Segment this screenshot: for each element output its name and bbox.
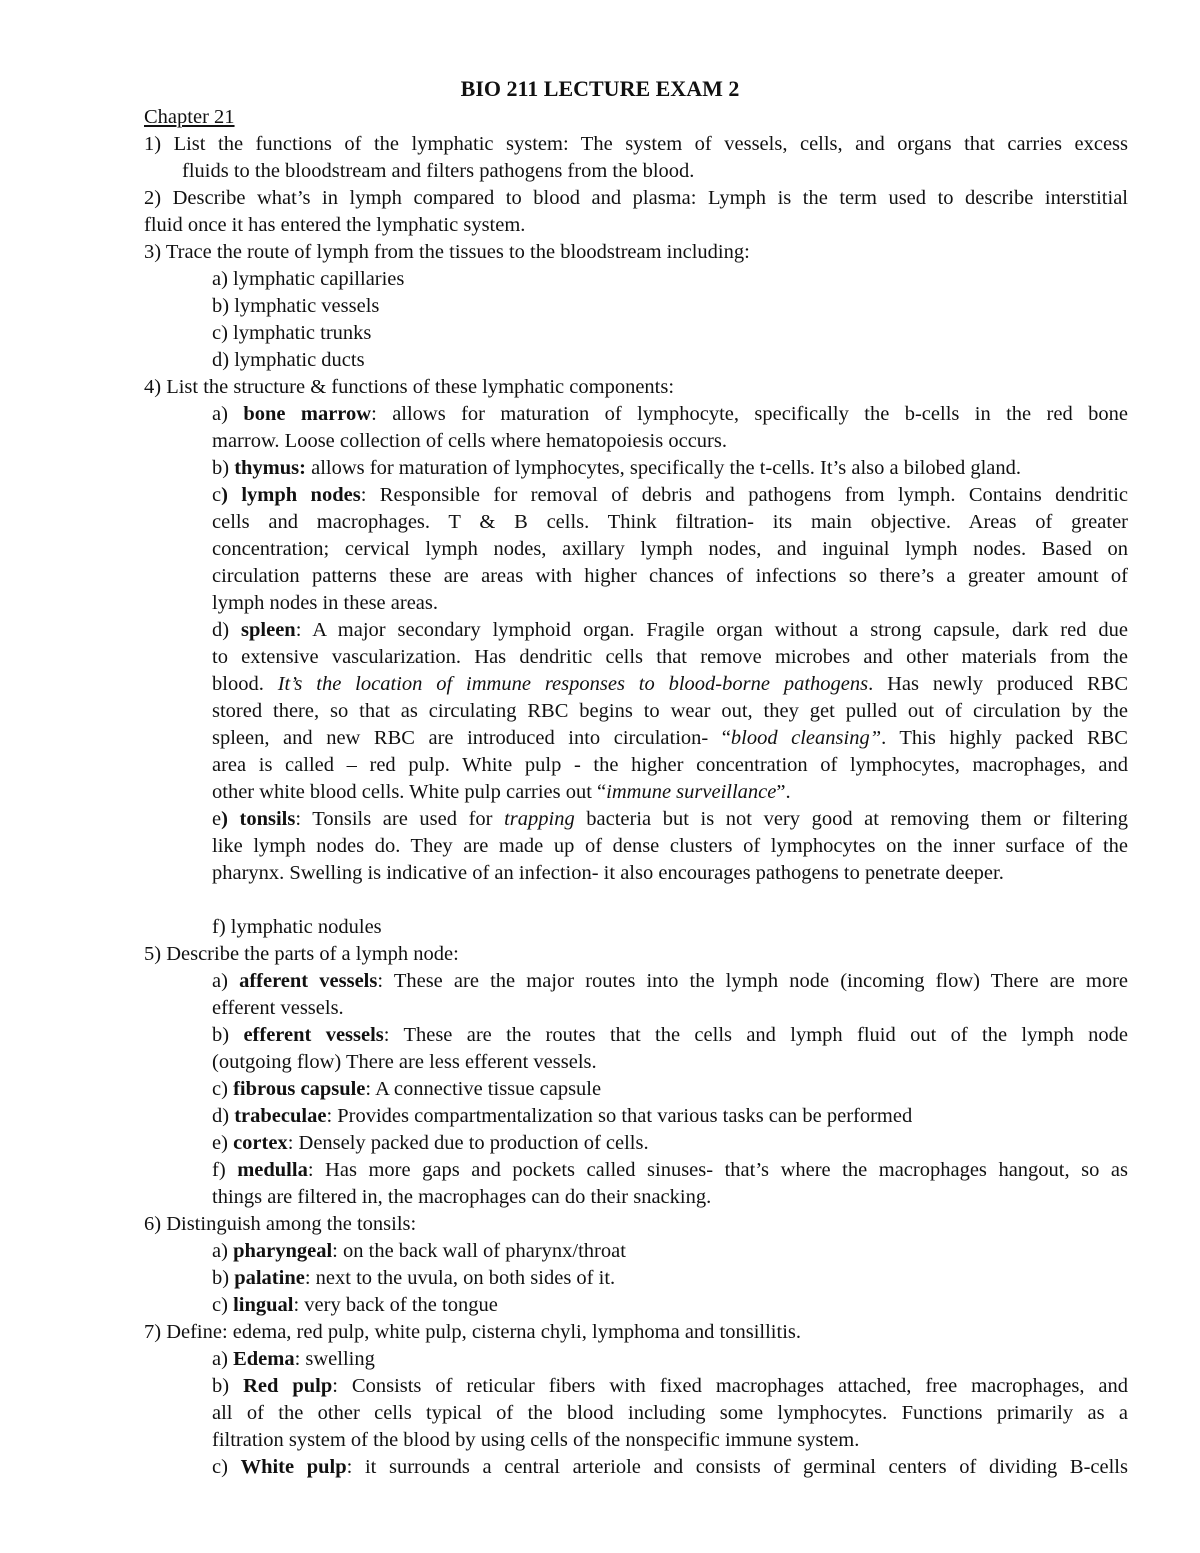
text-run: a)	[212, 403, 244, 425]
text-line	[212, 1238, 626, 1265]
text-run: 5) Describe the parts of a lymph node:	[144, 943, 459, 965]
text-run: b)	[212, 1267, 235, 1289]
bold-term: cortex	[233, 1132, 288, 1154]
text-run: : Provides compartmentalization so that various tasks can be performed	[326, 1105, 913, 1127]
text-run: : Densely packed due to production of cells.	[287, 1132, 649, 1154]
text-run: d)	[212, 1105, 235, 1127]
text-line	[212, 1373, 1128, 1400]
text-line	[212, 995, 344, 1022]
text-line	[144, 131, 1128, 158]
text-line	[212, 617, 1128, 644]
text-run: : swelling	[294, 1348, 375, 1370]
text-run: cells and macrophages. T & B cells. Think filtration- its main objective. Areas of greater	[212, 511, 1128, 533]
text-run: like lymph nodes do. They are made up of dense clusters of lymphocytes on the inner surface of the	[212, 835, 1128, 857]
text-run: : next to the uvula, on both sides of it.	[304, 1267, 616, 1289]
text-line	[144, 185, 1128, 212]
italic-text: trapping	[504, 808, 575, 830]
text-run: 4) List the structure & functions of these lymphatic components:	[144, 376, 675, 398]
text-line	[144, 941, 459, 968]
text-run: f) lymphatic nodules	[212, 916, 382, 938]
text-run: b)	[212, 1375, 244, 1397]
text-run: a)	[212, 970, 240, 992]
text-line	[212, 833, 1128, 860]
text-run: bacteria but is not very good at removing them or filtering	[574, 808, 1128, 830]
text-line	[212, 1076, 601, 1103]
text-run: a) lymphatic capillaries	[212, 268, 405, 290]
text-run: lymph nodes in these areas.	[212, 592, 439, 614]
text-line	[212, 968, 1128, 995]
text-run: allows for maturation of lymphocytes, specifically the t-cells. It’s also a bilobed gland.	[305, 457, 1022, 479]
text-run: . Has newly produced RBC	[868, 673, 1128, 695]
bold-term: Red pulp	[243, 1375, 333, 1397]
text-run: b)	[212, 1024, 244, 1046]
bold-term: ) lymph nodes	[221, 484, 361, 506]
text-run: 2) Describe what’s in lymph compared to blood and plasma: Lymph is the term used to describe interstitial	[144, 187, 1128, 209]
text-line	[212, 536, 1128, 563]
text-line	[212, 590, 438, 617]
italic-text: It’s the location of immune responses to blood-borne pathogens	[277, 673, 869, 695]
text-line	[212, 320, 371, 347]
italic-text: blood cleansing”	[730, 727, 882, 749]
text-run: blood.	[212, 673, 278, 695]
text-line	[144, 1319, 801, 1346]
bold-term: ) tonsils	[221, 808, 296, 830]
text-line	[212, 1265, 615, 1292]
bold-term: fibrous capsule	[233, 1078, 366, 1100]
bold-term: medulla	[237, 1159, 308, 1181]
bold-term: bone marrow	[243, 403, 372, 425]
text-line	[212, 1049, 597, 1076]
chapter-heading: Chapter 21	[144, 106, 235, 128]
text-line	[144, 374, 674, 401]
bold-term: thymus:	[234, 457, 306, 479]
text-run: c)	[212, 1456, 241, 1478]
text-line	[212, 1346, 375, 1373]
text-line	[212, 1103, 912, 1130]
text-line	[212, 293, 379, 320]
text-line	[212, 401, 1128, 428]
text-run: to extensive vascularization. Has dendritic cells that remove microbes and other materials from the	[212, 646, 1128, 668]
text-run: f)	[212, 1159, 238, 1181]
text-run: concentration; cervical lymph nodes, axillary lymph nodes, and inguinal lymph nodes. Based on	[212, 538, 1128, 560]
bold-term: trabeculae	[234, 1105, 327, 1127]
text-line	[212, 725, 1128, 752]
text-run: : A major secondary lymphoid organ. Fragile organ without a strong capsule, dark red due	[295, 619, 1128, 641]
text-run: : very back of the tongue	[293, 1294, 498, 1316]
text-run: : allows for maturation of lymphocyte, specifically the b-cells in the red bone	[371, 403, 1128, 425]
bold-term: spleen	[241, 619, 296, 641]
text-run: e)	[212, 1132, 234, 1154]
text-line	[212, 428, 727, 455]
text-line	[212, 671, 1128, 698]
text-run: : it surrounds a central arteriole and consists of germinal centers of dividing B-cells	[346, 1456, 1128, 1478]
bold-term: palatine	[234, 1267, 305, 1289]
page-title: BIO 211 LECTURE EXAM 2	[460, 76, 740, 101]
text-run: b)	[212, 457, 235, 479]
text-line	[212, 563, 1128, 590]
text-line	[212, 779, 791, 806]
text-run: 6) Distinguish among the tonsils:	[144, 1213, 417, 1235]
text-line	[144, 239, 750, 266]
text-run: c)	[212, 1078, 234, 1100]
text-run: stored there, so that as circulating RBC begins to wear out, they get pulled out of circulation by the	[212, 700, 1128, 722]
text-run: b) lymphatic vessels	[212, 295, 380, 317]
text-line	[212, 860, 1004, 887]
text-run: filtration system of the blood by using cells of the nonspecific immune system.	[212, 1429, 860, 1451]
text-run: things are filtered in, the macrophages can do their snacking.	[212, 1186, 712, 1208]
text-run: : Tonsils are used for	[295, 808, 505, 830]
text-line	[212, 266, 404, 293]
text-line	[212, 455, 1021, 482]
bold-term: pharyngeal	[233, 1240, 333, 1262]
text-run: : A connective tissue capsule	[365, 1078, 602, 1100]
text-run: (outgoing flow) There are less efferent vessels.	[212, 1051, 597, 1073]
text-run: . This highly packed RBC	[881, 727, 1128, 749]
text-run: e	[212, 808, 222, 830]
text-line	[212, 914, 382, 941]
text-line	[212, 1184, 711, 1211]
text-run: ”.	[776, 781, 791, 803]
text-run: : Responsible for removal of debris and pathogens from lymph. Contains dendritic	[360, 484, 1129, 506]
text-line	[144, 1211, 416, 1238]
text-run: area is called – red pulp. White pulp - the higher concentration of lymphocytes, macrophages, and	[212, 754, 1128, 776]
text-run: spleen, and new RBC are introduced into circulation- “	[212, 727, 731, 749]
text-line	[212, 1400, 1128, 1427]
text-run: circulation patterns these are areas with higher chances of infections so there’s a greater amount of	[212, 565, 1128, 587]
text-line	[212, 347, 365, 374]
text-line	[212, 1157, 1128, 1184]
text-run: all of the other cells typical of the blood including some lymphocytes. Functions primarily as a	[212, 1402, 1128, 1424]
bold-term: Edema	[233, 1348, 295, 1370]
text-run: a)	[212, 1240, 234, 1262]
text-line	[182, 158, 694, 185]
text-run: c)	[212, 1294, 234, 1316]
text-line	[212, 644, 1128, 671]
text-line	[212, 806, 1128, 833]
text-run: a)	[212, 1348, 234, 1370]
text-run: c	[212, 484, 222, 506]
bold-term: lingual	[233, 1294, 294, 1316]
text-run: efferent vessels.	[212, 997, 344, 1019]
text-line	[212, 1292, 498, 1319]
text-run: : on the back wall of pharynx/throat	[332, 1240, 626, 1262]
text-run: 1) List the functions of the lymphatic system: The system of vessels, cells, and organs that carries excess	[144, 133, 1128, 155]
text-run: : Has more gaps and pockets called sinuses- that’s where the macrophages hangout, so as	[307, 1159, 1128, 1181]
text-run: c) lymphatic trunks	[212, 322, 372, 344]
italic-text: immune surveillance	[606, 781, 777, 803]
text-run: fluid once it has entered the lymphatic system.	[144, 214, 526, 236]
text-line	[212, 698, 1128, 725]
bold-term: afferent vessels	[239, 970, 378, 992]
text-line	[144, 212, 525, 239]
text-run: marrow. Loose collection of cells where hematopoiesis occurs.	[212, 430, 727, 452]
text-run: pharynx. Swelling is indicative of an infection- it also encourages pathogens to penetrate deeper.	[212, 862, 1004, 884]
text-line	[212, 1130, 649, 1157]
text-line	[212, 752, 1128, 779]
text-line	[212, 1427, 859, 1454]
text-run: d)	[212, 619, 242, 641]
text-run: 7) Define: edema, red pulp, white pulp, cisterna chyli, lymphoma and tonsillitis.	[144, 1321, 801, 1343]
bold-term: White pulp	[240, 1456, 347, 1478]
text-run: : These are the routes that the cells and lymph fluid out of the lymph node	[383, 1024, 1129, 1046]
text-line	[212, 1454, 1128, 1481]
bold-term: efferent vessels	[243, 1024, 384, 1046]
text-line	[212, 482, 1128, 509]
text-run: 3) Trace the route of lymph from the tissues to the bloodstream including:	[144, 241, 750, 263]
text-run: : These are the major routes into the lymph node (incoming flow) There are more	[377, 970, 1128, 992]
text-line	[212, 1022, 1128, 1049]
text-line	[212, 509, 1128, 536]
text-run: : Consists of reticular fibers with fixed macrophages attached, free macrophages, and	[332, 1375, 1129, 1397]
text-run: d) lymphatic ducts	[212, 349, 365, 371]
text-run: fluids to the bloodstream and filters pathogens from the blood.	[182, 160, 695, 182]
text-run: other white blood cells. White pulp carries out “	[212, 781, 607, 803]
